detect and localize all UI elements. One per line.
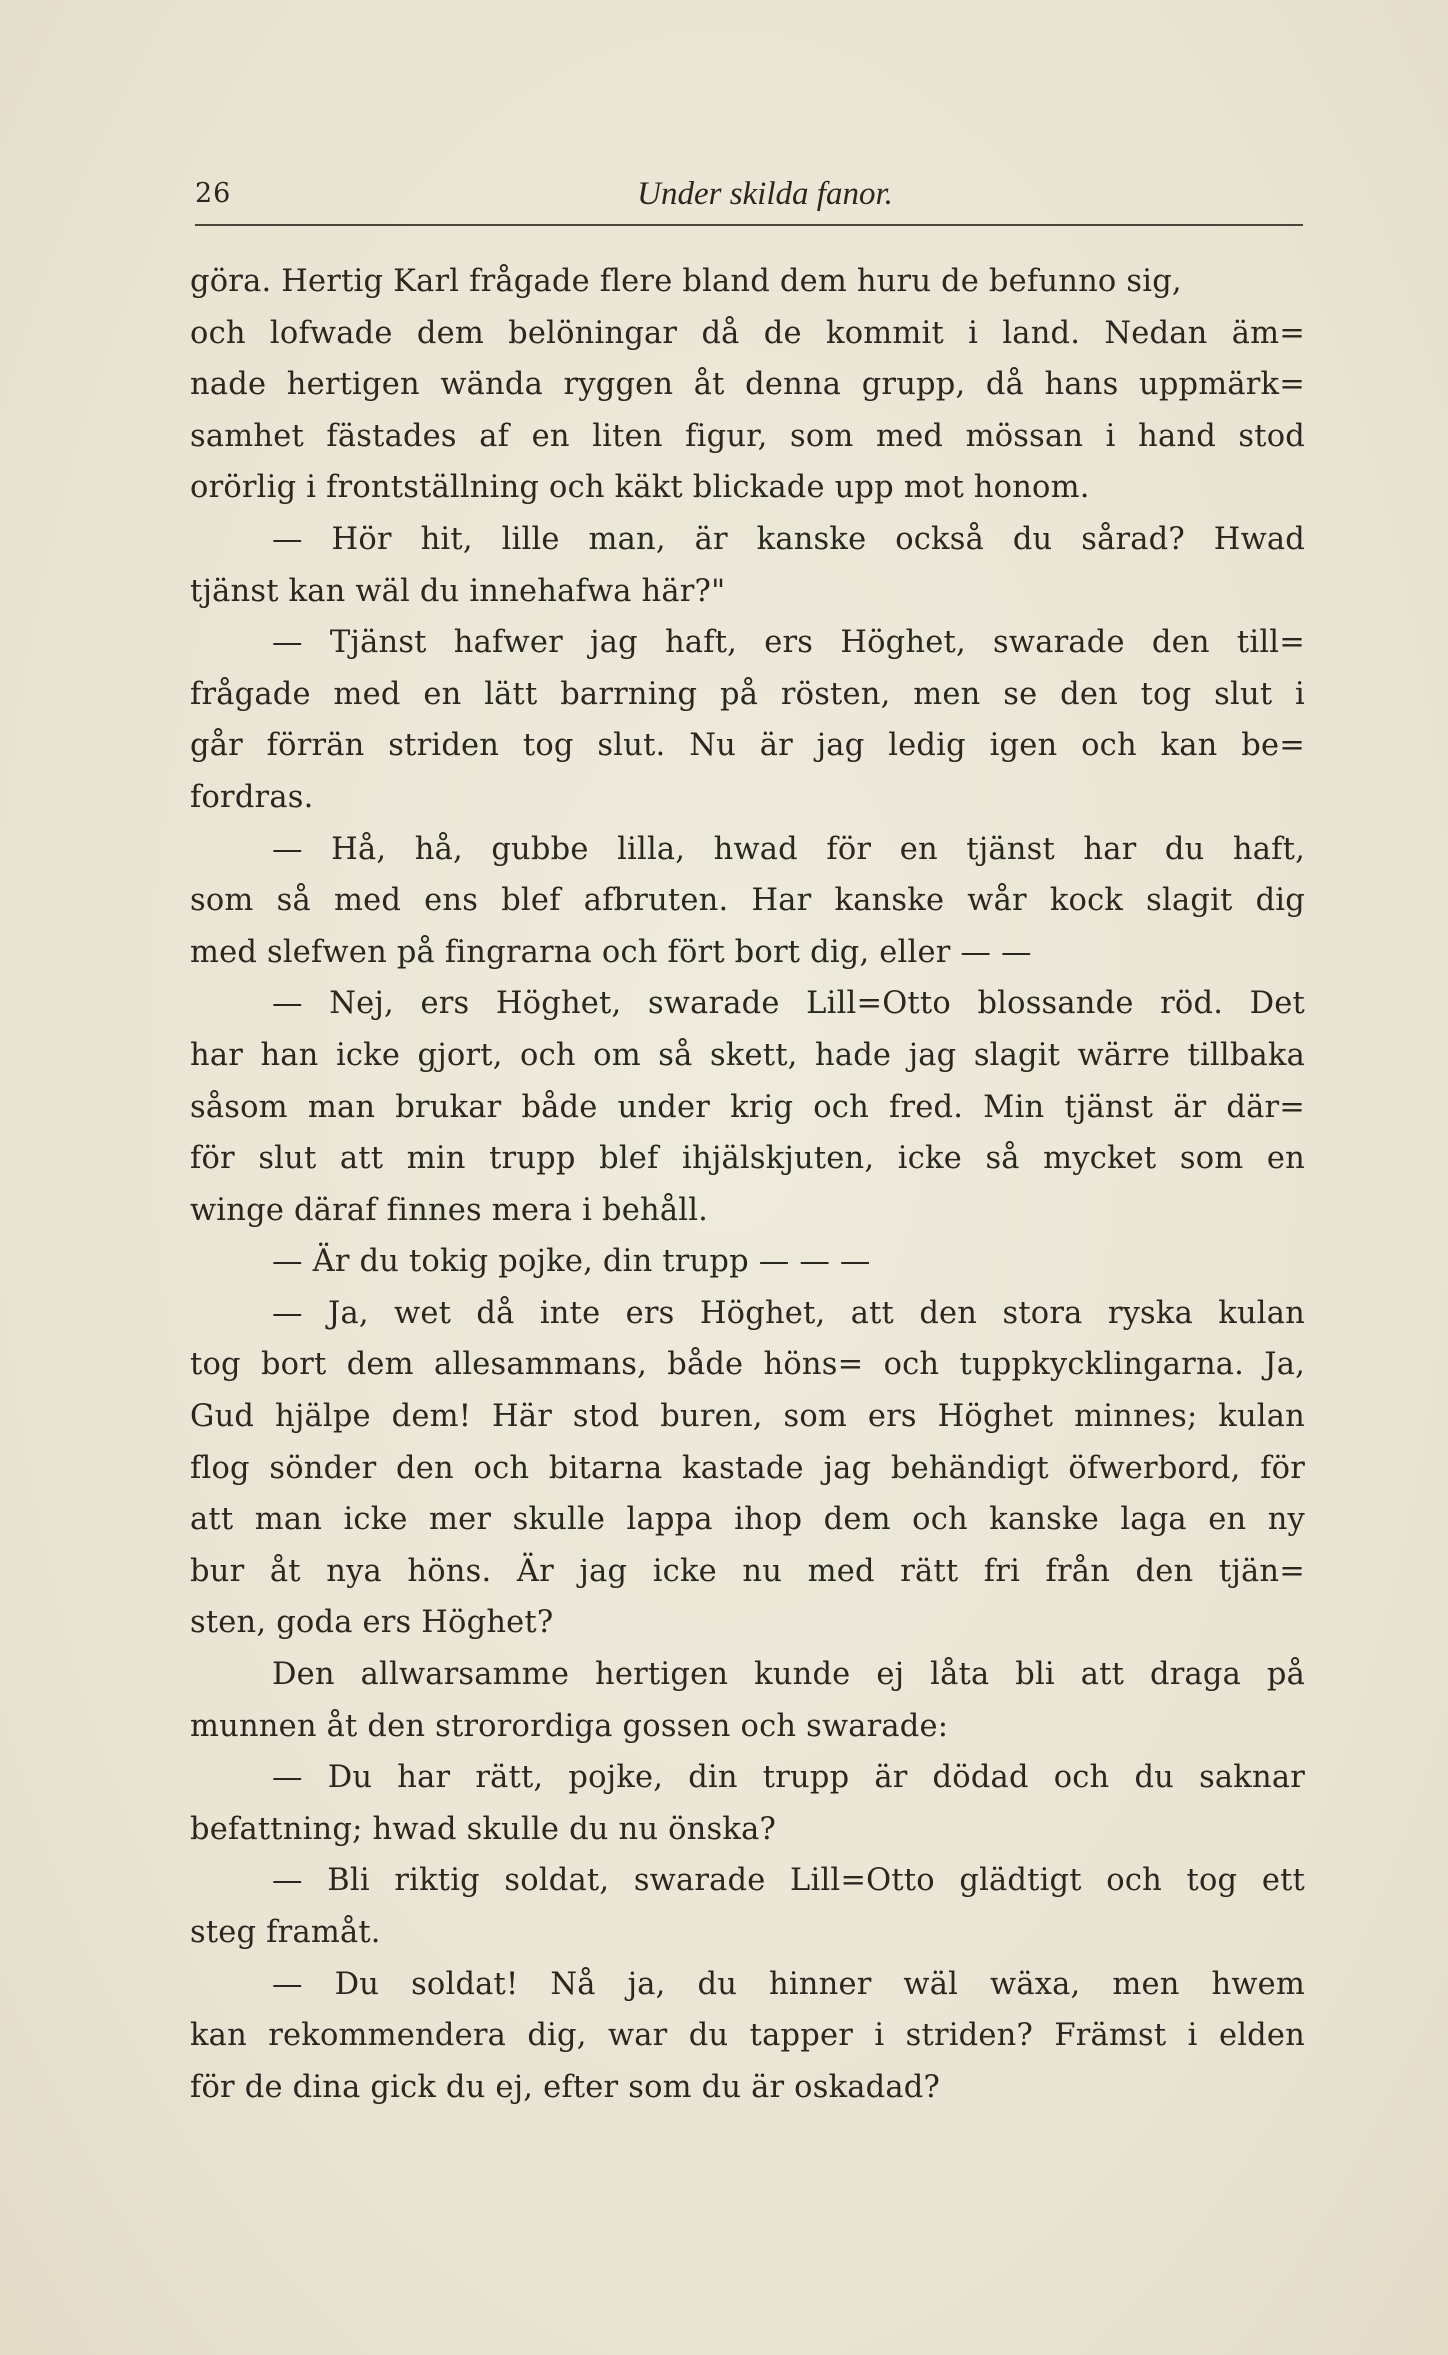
text-line: och lofwade dem belöningar då de kommit i land. Nedan äm= [190,315,1305,351]
text-line: går förrän striden tog slut. Nu är jag ledig igen och kan be= [190,728,1305,764]
text-line: frågade med en lätt barrning på rösten, men se den tog slut i [190,676,1305,712]
text-line: som så med ens blef afbruten. Har kanske wår kock slagit dig [190,883,1305,919]
text-line: flog sönder den och bitarna kastade jag behändigt öfwerbord, för [190,1450,1305,1486]
text-line: — Ja, wet då inte ers Höghet, att den stora ryska kulan [272,1295,1305,1331]
text-line: kan rekommendera dig, war du tapper i striden? Främst i elden [190,2018,1305,2054]
text-line: orörlig i frontställning och käkt blickade upp mot honom. [190,470,1090,506]
text-line: — Nej, ers Höghet, swarade Lill=Otto blossande röd. Det [272,986,1305,1022]
text-line: Gud hjälpe dem! Här stod buren, som ers Höghet minnes; kulan [190,1399,1305,1435]
header-rule [195,224,1303,226]
text-line: — Hå, hå, gubbe lilla, hwad för en tjänst har du haft, [272,831,1305,867]
text-line: — Tjänst hafwer jag haft, ers Höghet, swarade den till= [272,625,1305,661]
text-line: sten, goda ers Höghet? [190,1605,554,1641]
text-line: för slut att min trupp blef ihjälskjuten, icke så mycket som en [190,1141,1305,1177]
text-line: med slefwen på fingrarna och fört bort dig, eller — — [190,934,1032,970]
body-text [190,256,1305,2113]
page-header [195,174,1303,222]
text-line: samhet fästades af en liten figur, som med mössan i hand stod [190,418,1305,454]
text-line: för de dina gick du ej, efter som du är oskadad? [190,2069,941,2105]
page-number: 26 [195,178,232,209]
text-line: bur åt nya höns. Är jag icke nu med rätt fri från den tjän= [190,1553,1305,1589]
text-line: winge däraf finnes mera i behåll. [190,1192,709,1228]
text-line: göra. Hertig Karl frågade flere bland dem huru de befunno sig, [190,264,1182,299]
text-line: nade hertigen wända ryggen åt denna grupp, då hans uppmärk= [190,367,1305,403]
text-line: att man icke mer skulle lappa ihop dem och kanske laga en ny [190,1502,1305,1538]
text-line: — Du soldat! Nå ja, du hinner wäl wäxa, men hwem [272,1966,1305,2002]
text-line: munnen åt den strorordiga gossen och swarade: [190,1708,949,1744]
text-line: tog bort dem allesammans, både höns= och tuppkycklingarna. Ja, [190,1347,1305,1383]
text-line: — Du har rätt, pojke, din trupp är dödad och du saknar [272,1760,1305,1796]
text-line: såsom man brukar både under krig och fred. Min tjänst är där= [190,1089,1305,1125]
text-line: — Hör hit, lille man, är kanske också du sårad? Hwad [272,521,1305,557]
text-line: har han icke gjort, och om så skett, hade jag slagit wärre tillbaka [190,1037,1305,1073]
running-title: Under skilda fanor. [637,176,893,212]
text-line: fordras. [190,779,314,815]
text-line: Den allwarsamme hertigen kunde ej låta bli att draga på [272,1657,1305,1693]
text-line: steg framåt. [190,1915,381,1950]
text-line: befattning; hwad skulle du nu önska? [190,1811,776,1847]
text-line: — Är du tokig pojke, din trupp — — — [272,1244,871,1280]
text-line: tjänst kan wäl du innehafwa här?" [190,573,726,609]
text-line: — Bli riktig soldat, swarade Lill=Otto glädtigt och tog ett [272,1863,1305,1899]
